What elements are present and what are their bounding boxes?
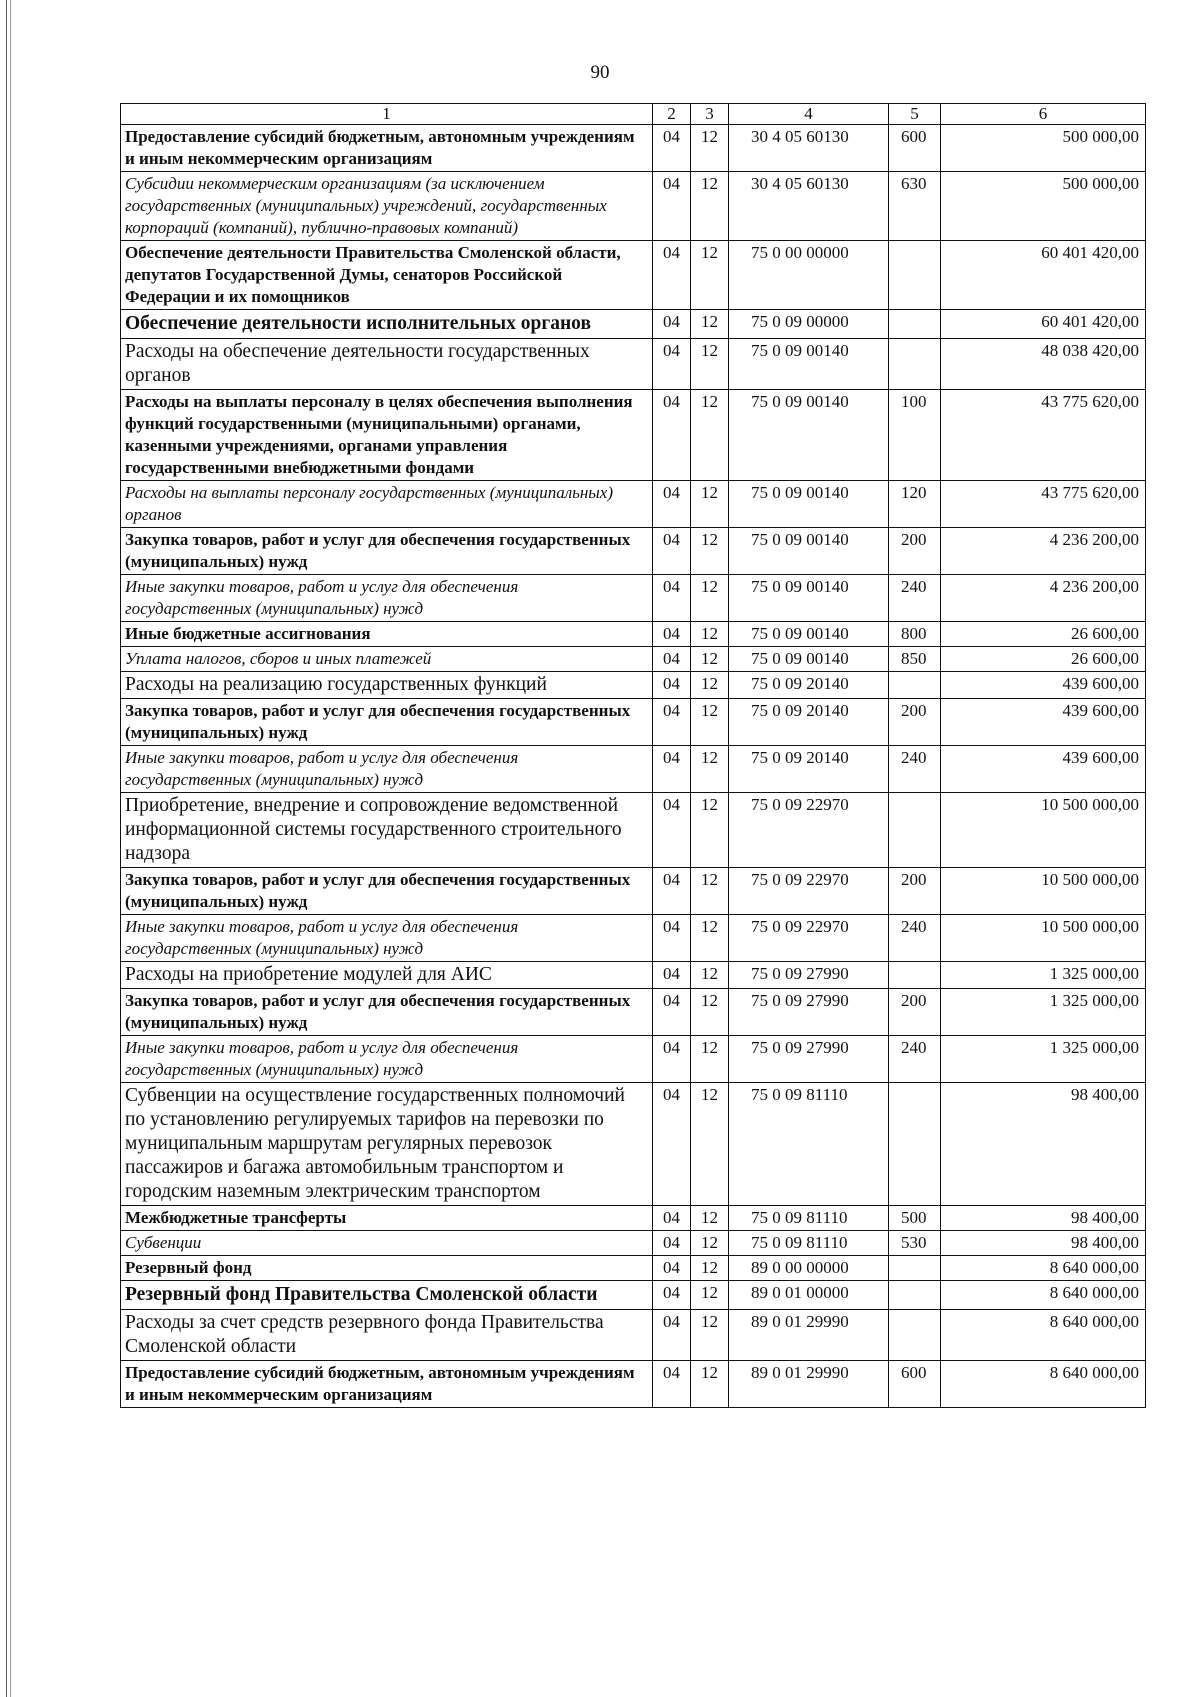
target-item-code-cell: 75 0 09 27990 [729,962,889,989]
expense-type-code-cell [889,1256,941,1281]
expense-name-cell: Уплата налогов, сборов и иных платежей [121,647,653,672]
target-item-code-cell: 75 0 09 81110 [729,1206,889,1231]
subsection-code-cell: 12 [691,699,729,746]
target-item-code-cell: 75 0 09 20140 [729,672,889,699]
table-row [121,241,1146,310]
expense-name-cell: Закупка товаров, работ и услуг для обеспечения государственных (муниципальных) нужд [121,868,653,915]
section-code-cell: 04 [653,172,691,241]
amount-cell: 43 775 620,00 [941,390,1146,481]
expense-name-cell: Расходы на реализацию государственных функций [121,672,653,699]
subsection-code-cell: 12 [691,1310,729,1361]
subsection-code-cell: 12 [691,622,729,647]
amount-cell: 98 400,00 [941,1206,1146,1231]
amount-cell: 98 400,00 [941,1231,1146,1256]
target-item-code-cell: 75 0 09 81110 [729,1231,889,1256]
target-item-code-cell: 75 0 09 00140 [729,622,889,647]
subsection-code-cell: 12 [691,793,729,868]
amount-cell: 4 236 200,00 [941,528,1146,575]
table-row [121,528,1146,575]
table-row [121,962,1146,989]
section-code-cell: 04 [653,962,691,989]
target-item-code-cell: 75 0 09 00140 [729,528,889,575]
section-code-cell: 04 [653,1231,691,1256]
section-code-cell: 04 [653,868,691,915]
amount-cell: 8 640 000,00 [941,1281,1146,1310]
target-item-code-cell: 75 0 09 00140 [729,390,889,481]
subsection-code-cell: 12 [691,172,729,241]
column-header: 6 [941,104,1146,125]
expense-name-cell: Приобретение, внедрение и сопровождение ведомственной информационной системы государственного строительного надзора [121,793,653,868]
expense-name-cell: Закупка товаров, работ и услуг для обеспечения государственных (муниципальных) нужд [121,699,653,746]
amount-cell: 10 500 000,00 [941,793,1146,868]
amount-cell: 1 325 000,00 [941,1036,1146,1083]
amount-cell: 439 600,00 [941,699,1146,746]
target-item-code-cell: 75 0 09 27990 [729,989,889,1036]
amount-cell: 439 600,00 [941,746,1146,793]
subsection-code-cell: 12 [691,241,729,310]
expense-name-cell: Субвенции на осуществление государственных полномочий по установлению регулируемых тарифов на перевозки по муниципальным маршрутам регулярных перевозок пассажиров и багажа автомобильным транспортом и городским наземным электрическим транспортом [121,1083,653,1206]
table-row [121,622,1146,647]
expense-type-code-cell: 240 [889,575,941,622]
section-code-cell: 04 [653,339,691,390]
amount-cell: 48 038 420,00 [941,339,1146,390]
amount-cell: 1 325 000,00 [941,989,1146,1036]
table-header-row [121,104,1146,125]
amount-cell: 439 600,00 [941,672,1146,699]
table-row [121,672,1146,699]
subsection-code-cell: 12 [691,1206,729,1231]
subsection-code-cell: 12 [691,915,729,962]
target-item-code-cell: 75 0 09 20140 [729,699,889,746]
subsection-code-cell: 12 [691,1361,729,1408]
section-code-cell: 04 [653,1281,691,1310]
expense-type-code-cell: 600 [889,125,941,172]
target-item-code-cell: 75 0 09 22970 [729,868,889,915]
column-header: 1 [121,104,653,125]
target-item-code-cell: 75 0 09 27990 [729,1036,889,1083]
table-row [121,1361,1146,1408]
expense-type-code-cell: 200 [889,699,941,746]
expense-type-code-cell: 240 [889,915,941,962]
amount-cell: 60 401 420,00 [941,310,1146,339]
amount-cell: 26 600,00 [941,647,1146,672]
budget-table-body [121,104,1146,1408]
expense-name-cell: Расходы на выплаты персоналу государственных (муниципальных) органов [121,481,653,528]
column-header: 4 [729,104,889,125]
expense-type-code-cell: 800 [889,622,941,647]
expense-name-cell: Предоставление субсидий бюджетным, автономным учреждениям и иным некоммерческим организациям [121,1361,653,1408]
section-code-cell: 04 [653,241,691,310]
expense-name-cell: Межбюджетные трансферты [121,1206,653,1231]
section-code-cell: 04 [653,481,691,528]
subsection-code-cell: 12 [691,575,729,622]
target-item-code-cell: 89 0 00 00000 [729,1256,889,1281]
section-code-cell: 04 [653,1083,691,1206]
subsection-code-cell: 12 [691,1256,729,1281]
expense-type-code-cell: 600 [889,1361,941,1408]
table-row [121,699,1146,746]
subsection-code-cell: 12 [691,962,729,989]
section-code-cell: 04 [653,125,691,172]
table-row [121,1256,1146,1281]
subsection-code-cell: 12 [691,647,729,672]
expense-name-cell: Обеспечение деятельности Правительства Смоленской области, депутатов Государственной Думы, сенаторов Российской Федерации и их помощников [121,241,653,310]
target-item-code-cell: 75 0 09 00000 [729,310,889,339]
scan-edge-line [10,0,11,1697]
budget-table [120,103,1146,1408]
expense-type-code-cell: 100 [889,390,941,481]
table-row [121,915,1146,962]
expense-name-cell: Расходы на обеспечение деятельности государственных органов [121,339,653,390]
section-code-cell: 04 [653,1310,691,1361]
column-header: 2 [653,104,691,125]
expense-name-cell: Иные закупки товаров, работ и услуг для обеспечения государственных (муниципальных) нужд [121,575,653,622]
target-item-code-cell: 75 0 09 00140 [729,575,889,622]
expense-type-code-cell [889,1281,941,1310]
subsection-code-cell: 12 [691,390,729,481]
expense-type-code-cell: 630 [889,172,941,241]
target-item-code-cell: 89 0 01 29990 [729,1361,889,1408]
section-code-cell: 04 [653,647,691,672]
section-code-cell: 04 [653,622,691,647]
target-item-code-cell: 89 0 01 00000 [729,1281,889,1310]
amount-cell: 500 000,00 [941,125,1146,172]
expense-name-cell: Субсидии некоммерческим организациям (за исключением государственных (муниципальных) учреждений, государственных корпораций (компаний), публично-правовых компаний) [121,172,653,241]
expense-name-cell: Обеспечение деятельности исполнительных органов [121,310,653,339]
target-item-code-cell: 30 4 05 60130 [729,172,889,241]
subsection-code-cell: 12 [691,1231,729,1256]
subsection-code-cell: 12 [691,528,729,575]
section-code-cell: 04 [653,310,691,339]
expense-name-cell: Иные бюджетные ассигнования [121,622,653,647]
table-row [121,125,1146,172]
subsection-code-cell: 12 [691,746,729,793]
expense-type-code-cell [889,962,941,989]
subsection-code-cell: 12 [691,1036,729,1083]
expense-type-code-cell [889,1310,941,1361]
amount-cell: 43 775 620,00 [941,481,1146,528]
section-code-cell: 04 [653,793,691,868]
expense-name-cell: Расходы на выплаты персоналу в целях обеспечения выполнения функций государственными (муниципальными) органами, казенными учреждениями, органами управления государственными внебюджетными фондами [121,390,653,481]
target-item-code-cell: 30 4 05 60130 [729,125,889,172]
target-item-code-cell: 89 0 01 29990 [729,1310,889,1361]
expense-name-cell: Иные закупки товаров, работ и услуг для обеспечения государственных (муниципальных) нужд [121,1036,653,1083]
amount-cell: 4 236 200,00 [941,575,1146,622]
expense-type-code-cell: 200 [889,868,941,915]
amount-cell: 500 000,00 [941,172,1146,241]
table-row [121,172,1146,241]
table-row [121,575,1146,622]
amount-cell: 26 600,00 [941,622,1146,647]
expense-type-code-cell: 850 [889,647,941,672]
column-header: 5 [889,104,941,125]
section-code-cell: 04 [653,989,691,1036]
subsection-code-cell: 12 [691,868,729,915]
section-code-cell: 04 [653,672,691,699]
subsection-code-cell: 12 [691,1281,729,1310]
amount-cell: 8 640 000,00 [941,1256,1146,1281]
subsection-code-cell: 12 [691,310,729,339]
expense-type-code-cell [889,793,941,868]
table-row [121,868,1146,915]
amount-cell: 60 401 420,00 [941,241,1146,310]
table-row [121,793,1146,868]
expense-type-code-cell [889,672,941,699]
expense-type-code-cell: 120 [889,481,941,528]
subsection-code-cell: 12 [691,672,729,699]
section-code-cell: 04 [653,528,691,575]
expense-type-code-cell [889,1083,941,1206]
expense-name-cell: Иные закупки товаров, работ и услуг для обеспечения государственных (муниципальных) нужд [121,746,653,793]
target-item-code-cell: 75 0 09 20140 [729,746,889,793]
target-item-code-cell: 75 0 09 22970 [729,915,889,962]
expense-name-cell: Расходы за счет средств резервного фонда Правительства Смоленской области [121,1310,653,1361]
scan-edge-line [6,0,7,1697]
section-code-cell: 04 [653,390,691,481]
amount-cell: 10 500 000,00 [941,868,1146,915]
expense-name-cell: Резервный фонд Правительства Смоленской области [121,1281,653,1310]
expense-type-code-cell [889,241,941,310]
expense-type-code-cell [889,310,941,339]
target-item-code-cell: 75 0 09 00140 [729,339,889,390]
amount-cell: 1 325 000,00 [941,962,1146,989]
table-row [121,1231,1146,1256]
table-row [121,1310,1146,1361]
section-code-cell: 04 [653,746,691,793]
table-row [121,989,1146,1036]
expense-name-cell: Иные закупки товаров, работ и услуг для обеспечения государственных (муниципальных) нужд [121,915,653,962]
expense-name-cell: Предоставление субсидий бюджетным, автономным учреждениям и иным некоммерческим организациям [121,125,653,172]
expense-type-code-cell: 500 [889,1206,941,1231]
expense-name-cell: Расходы на приобретение модулей для АИС [121,962,653,989]
page-number: 90 [590,62,610,83]
expense-name-cell: Субвенции [121,1231,653,1256]
target-item-code-cell: 75 0 09 00140 [729,647,889,672]
subsection-code-cell: 12 [691,989,729,1036]
table-row [121,339,1146,390]
table-row [121,1083,1146,1206]
subsection-code-cell: 12 [691,1083,729,1206]
table-row [121,390,1146,481]
table-row [121,1281,1146,1310]
amount-cell: 98 400,00 [941,1083,1146,1206]
table-row [121,647,1146,672]
table-row [121,481,1146,528]
table-row [121,1036,1146,1083]
section-code-cell: 04 [653,1361,691,1408]
amount-cell: 8 640 000,00 [941,1310,1146,1361]
amount-cell: 8 640 000,00 [941,1361,1146,1408]
target-item-code-cell: 75 0 09 00140 [729,481,889,528]
subsection-code-cell: 12 [691,125,729,172]
table-row [121,310,1146,339]
section-code-cell: 04 [653,1206,691,1231]
expense-type-code-cell: 200 [889,989,941,1036]
table-row [121,1206,1146,1231]
expense-type-code-cell: 240 [889,1036,941,1083]
section-code-cell: 04 [653,699,691,746]
expense-name-cell: Закупка товаров, работ и услуг для обеспечения государственных (муниципальных) нужд [121,528,653,575]
section-code-cell: 04 [653,1256,691,1281]
target-item-code-cell: 75 0 09 22970 [729,793,889,868]
expense-type-code-cell [889,339,941,390]
expense-type-code-cell: 200 [889,528,941,575]
target-item-code-cell: 75 0 09 81110 [729,1083,889,1206]
table-row [121,746,1146,793]
target-item-code-cell: 75 0 00 00000 [729,241,889,310]
expense-name-cell: Закупка товаров, работ и услуг для обеспечения государственных (муниципальных) нужд [121,989,653,1036]
section-code-cell: 04 [653,575,691,622]
section-code-cell: 04 [653,915,691,962]
column-header: 3 [691,104,729,125]
subsection-code-cell: 12 [691,339,729,390]
amount-cell: 10 500 000,00 [941,915,1146,962]
subsection-code-cell: 12 [691,481,729,528]
section-code-cell: 04 [653,1036,691,1083]
expense-type-code-cell: 530 [889,1231,941,1256]
expense-name-cell: Резервный фонд [121,1256,653,1281]
expense-type-code-cell: 240 [889,746,941,793]
